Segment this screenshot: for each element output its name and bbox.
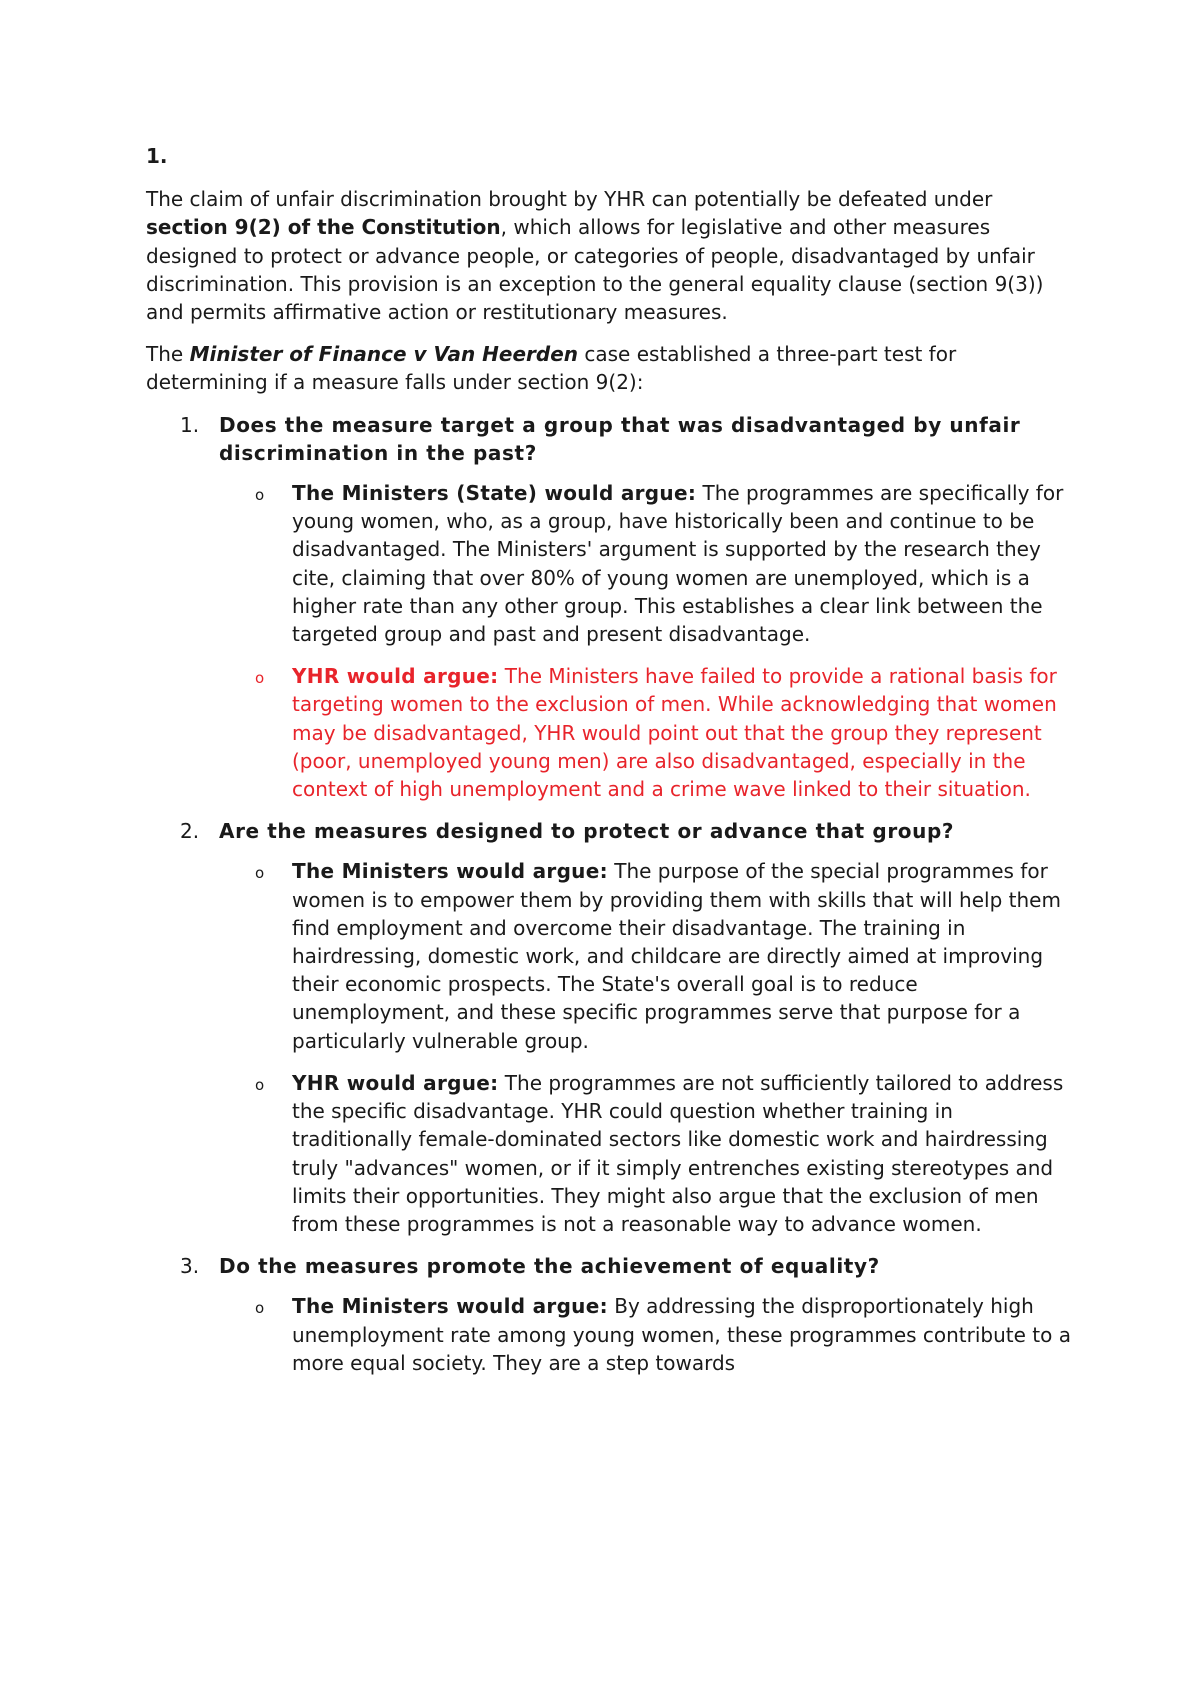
argument-item [219, 479, 1076, 648]
bullet-icon: o [255, 669, 265, 688]
intro-paragraph [146, 185, 1076, 326]
test-item-3 [146, 1252, 1076, 1377]
argument-list [219, 857, 1076, 1238]
argument-item [219, 1069, 1076, 1238]
argument-label: YHR would argue: [292, 664, 499, 689]
test-intro-suffix: case established a three-part test for determining if a measure falls under section 9(2): [146, 342, 957, 395]
intro-text-2: , which allows for legislative and other measures designed to protect or advance people, or categories of people, disadvantaged by unfair discrimination. This provision is an exception to the general equality clause (section 9(3)) and permits affirmative action or restitutionary measures. [146, 215, 1044, 325]
bullet-icon: o [255, 864, 265, 883]
test-question: Does the measure target a group that was disadvantaged by unfair discrimination in the past? [219, 412, 1021, 465]
argument-text: The purpose of the special programmes for women is to empower them by providing them with skills that will help them find employment and overcome their disadvantage. The training in hairdressing, domestic work, and childcare are directly aimed at improving their economic prospects. The State's overall goal is to reduce unemployment, and these specific programmes serve that purpose for a particularly vulnerable group. [292, 859, 1061, 1053]
argument-list [219, 479, 1076, 803]
intro-text-1: The claim of unfair discrimination brought by YHR can potentially be defeated under [146, 187, 993, 212]
document-page [146, 142, 1076, 1391]
test-number: 2. [180, 819, 200, 844]
bullet-icon: o [255, 1075, 265, 1094]
argument-item-highlighted [219, 662, 1076, 803]
argument-label: The Ministers would argue: [292, 859, 608, 884]
test-intro-paragraph [146, 340, 1076, 396]
argument-item [219, 857, 1076, 1054]
argument-label: The Ministers (State) would argue: [292, 481, 697, 506]
argument-text: The Ministers have failed to provide a rational basis for targeting women to the exclusion of men. While acknowledging that women may be disadvantaged, YHR would point out that the group they represent (poor, unemployed young men) are also disadvantaged, especially in the context of high unemployment and a crime wave linked to their situation. [292, 664, 1057, 802]
test-list [146, 411, 1076, 1377]
argument-text: By addressing the disproportionately high unemployment rate among young women, these programmes contribute to a more equal society. They are a step towards [292, 1294, 1071, 1375]
test-item-1 [146, 411, 1076, 804]
test-question: Are the measures designed to protect or advance that group? [219, 819, 955, 844]
test-intro-prefix: The [146, 342, 190, 367]
test-item-2 [146, 817, 1076, 1238]
bullet-icon: o [255, 486, 265, 505]
argument-label: YHR would argue: [292, 1070, 499, 1095]
bullet-icon: o [255, 1299, 265, 1318]
test-number: 3. [180, 1254, 200, 1279]
argument-text: The programmes are specifically for young women, who, as a group, have historically been and continue to be disadvantaged. The Ministers' argument is supported by the research they cite, claiming that over 80% of young women are unemployed, which is a higher rate than any other group. This establishes a clear link between the targeted group and past and present disadvantage. [292, 481, 1064, 647]
section-number: 1. [146, 144, 168, 168]
argument-text: The programmes are not sufficiently tailored to address the specific disadvantage. YHR could question whether training in traditionally female-dominated sectors like domestic work and hairdressing truly "advances" women, or if it simply entrenches existing stereotypes and limits their opportunities. They might also argue that the exclusion of men from these programmes is not a reasonable way to advance women. [292, 1070, 1064, 1236]
test-question: Do the measures promote the achievement of equality? [219, 1254, 880, 1279]
argument-item [219, 1292, 1076, 1377]
intro-bold-reference: section 9(2) of the Constitution [146, 215, 501, 240]
argument-list [219, 1292, 1076, 1377]
argument-label: The Ministers would argue: [292, 1294, 608, 1319]
case-name: Minister of Finance v Van Heerden [189, 342, 579, 367]
test-number: 1. [180, 412, 200, 437]
